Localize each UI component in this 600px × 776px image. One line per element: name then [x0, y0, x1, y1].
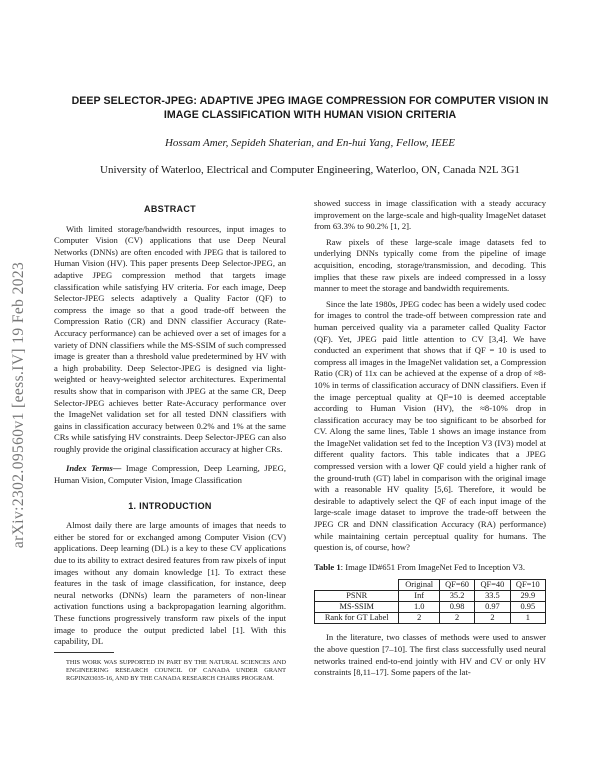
- table-cell: MS-SSIM: [315, 602, 399, 613]
- index-terms-text: Image Compression, Deep Learning, JPEG, Human Vision, Computer Vision, Image Classification: [54, 463, 286, 486]
- table-cell: 1: [510, 613, 545, 624]
- table-cell: 35.2: [439, 591, 474, 602]
- table-cell: 0.97: [475, 602, 510, 613]
- paper-authors: Hossam Amer, Sepideh Shaterian, and En-hui Yang, Fellow, IEEE: [164, 137, 456, 149]
- table-row: [315, 602, 546, 613]
- paper-title: DEEP SELECTOR-JPEG: ADAPTIVE JPEG IMAGE COMPRESSION FOR COMPUTER VISION IN IMAGE CLASSIFICATION WITH HUMAN VISION CRITERIA: [71, 95, 549, 121]
- introduction-heading: 1. INTRODUCTION: [128, 500, 212, 511]
- table-row: [315, 591, 546, 602]
- right-paragraph-0: showed success in image classification with a steady accuracy improvement on the large-scale and high-quality ImageNet dataset from 63.3% to 90.2% [1, 2].: [314, 198, 546, 232]
- table-header-cell: QF=10: [510, 580, 545, 591]
- index-terms-label: Index Terms—: [66, 463, 122, 474]
- arxiv-id-text: arXiv:2302.09560v1 [eess.IV] 19 Feb 2023: [10, 261, 27, 549]
- abstract-text: With limited storage/bandwidth resources, input images to Computer Vision (CV) applications that use Deep Neural Networks (DNNs) are often encoded with JPEG that is tailored to Human Vision (HV). This paper presents Deep Selector-JPEG, an adaptive JPEG compression method that targets image classification while satisfying HV criteria. For each image, Deep Selector-JPEG selects adaptively a Quality Factor (QF) to compress the image so that a good trade-off between the Compression Ratio (CR) and DNN classifier Accuracy (Rate-Accuracy performance) can be achieved over a set of images for a variety of DNN classifiers while the MS-SSIM of such compressed image is greater than a threshold value predetermined by HV with a high probability. Deep Selector-JPEG is designed via light-weighted or heavy-weighted selector architectures. Experimental results show that in comparison with JPEG at the same CR, Deep Selector-JPEG achieves better Rate-Accuracy performance over the ImageNet validation set for all tested DNN classifiers with gains in classification accuracy between 0.2% and 1% at the same CRs while satisfying HV constraints. Deep Selector-JPEG can also roughly provide the original classification accuracy at higher CRs.: [54, 223, 286, 454]
- table-cell: Inf: [399, 591, 439, 602]
- table-cell: Rank for GT Label: [315, 613, 399, 624]
- table-cell: 2: [475, 613, 510, 624]
- funding-footnote: THIS WORK WAS SUPPORTED IN PART BY THE NATURAL SCIENCES AND ENGINEERING RESEARCH COUNCIL OF CANADA UNDER GRANT RGPIN203035-16, AND BY THE CANADA RESEARCH CHAIRS PROGRAM.: [66, 659, 286, 683]
- table-header-row: [315, 580, 546, 591]
- table-cell: 2: [399, 613, 439, 624]
- table-header-cell: Original: [399, 580, 439, 591]
- right-paragraph-1: Raw pixels of these large-scale image datasets fed to underlying DNNs typically come from the pipeline of image acquisition, encoding, storage/transmission, and decoding. This implies that these raw pixels are indeed compressed in a lossy manner to meet the storage and bandwidth requirements.: [314, 236, 546, 294]
- right-paragraph-2: Since the late 1980s, JPEG codec has been a widely used codec for images to control the trade-off between compression rate and human perceived quality via a parameter called Quality Factor (QF). Yet, JPEG paid little attention to CV [3,4]. We have conducted an experiment that shows that if QF = 10 is used to compress all images in the ImageNet validation set, a Compression Ratio (CR) of 11x can be achieved at the expense of a drop of ≈8-10% in terms of classification accuracy of DNN classifiers. Even if the image perceptual quality at QF=10 is deemed acceptable according to Human Vision (HV), the ≈8-10% drop in classification accuracy may be too significant to be absorbed for CV. Along the same lines, Table 1 shows an image instance from the ImageNet validation set fed to the Inception V3 (IV3) model at different quality factors. This table indicates that a JPEG compressed version with a lower QF could yield a higher rank of the ground-truth (GT) label in comparison with the original image with a reasonable HV quality [5,6]. Therefore, it would be desirable to adaptively select the QF of each input image of the large-scale image dataset to improve the trade-off between the JPEG CR and DNN classification Accuracy (RA) performance) while maintaining certain perceptual quality for humans. The question is, of course, how?: [314, 298, 546, 553]
- table-cell: 0.95: [510, 602, 545, 613]
- table-caption: [314, 562, 546, 574]
- table-caption-label: Table 1: [314, 561, 341, 572]
- right-column: [314, 198, 546, 679]
- left-column: [54, 198, 286, 690]
- table-cell: PSNR: [315, 591, 399, 602]
- index-terms: [54, 463, 286, 486]
- table-row: [315, 613, 546, 624]
- table-cell: 0.98: [439, 602, 474, 613]
- table-cell: 29.9: [510, 591, 545, 602]
- table-cell: 33.5: [475, 591, 510, 602]
- footnote-divider: [54, 652, 114, 653]
- table-caption-text: : Image ID#651 From ImageNet Fed to Inception V3.: [340, 561, 526, 572]
- paper-affiliation: University of Waterloo, Electrical and Computer Engineering, Waterloo, ON, Canada N2L 3G1: [100, 164, 520, 176]
- table-header-cell: QF=40: [475, 580, 510, 591]
- introduction-paragraph-1: Almost daily there are large amounts of images that needs to either be stored for or exchanged among Computer Vision (CV) applications. Deep learning (DL) is a key to these CV applications due to its ability to extract desired features from raw pixels of input images without any domain knowledge [1]. To extract these features in the task of image classification, for instance, deep neural networks (DNNs) learn the parameters of non-linear activation functions using a backpropagation learning algorithm. These functions progressively transform raw pixels of the input image to produce the output predicted label [1]. With this capability, DL: [54, 520, 286, 647]
- abstract-heading: ABSTRACT: [144, 204, 196, 214]
- right-paragraph-3: In the literature, two classes of methods were used to answer the above question [7–10]. The first class successfully used neural networks trained end-to-end jointly with HV and CV or only HV constraints [8,11–17]. Some papers of the lat-: [314, 632, 546, 678]
- table-header-cell: QF=60: [439, 580, 474, 591]
- table-cell: 1.0: [399, 602, 439, 613]
- table-cell: 2: [439, 613, 474, 624]
- arxiv-identifier: [6, 205, 32, 605]
- table-header-cell: [315, 580, 399, 591]
- results-table: [314, 579, 546, 624]
